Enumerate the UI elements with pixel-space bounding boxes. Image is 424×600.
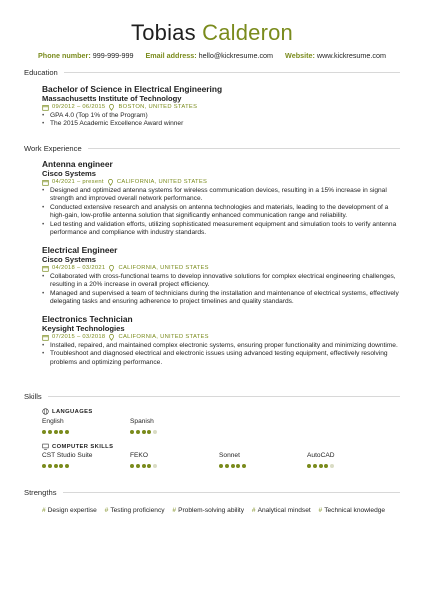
rating-dot-filled xyxy=(48,464,52,468)
hash-icon: # xyxy=(104,507,109,514)
rating-dot-filled xyxy=(42,464,46,468)
job-dates: 04/2018 – 03/2021 xyxy=(52,265,106,271)
list-item: • Installed, repaired, and maintained complex electronic systems, ensuring proper functionality and minimizing downtime. xyxy=(42,342,400,350)
skill-rating xyxy=(42,464,69,468)
rating-dot-empty xyxy=(153,464,157,468)
monitor-icon xyxy=(42,443,49,450)
hash-icon: # xyxy=(42,507,46,514)
list-item: • Managed and supervised a team of technicians during the installation and maintenance of electrical systems, effectively delegating tasks and ensuring adherence to project timelines and quality standards. xyxy=(42,290,400,307)
job-location: CALIFORNIA, UNITED STATES xyxy=(118,334,209,340)
rating-dot-filled xyxy=(319,464,323,468)
calendar-icon xyxy=(42,104,49,111)
education-dates: 09/2012 – 06/2015 xyxy=(52,104,106,110)
rating-dot-filled xyxy=(136,430,140,434)
company-name: Keysight Technologies xyxy=(42,324,125,333)
work-entry xyxy=(42,314,400,367)
contact-line xyxy=(0,51,424,60)
rating-dot-filled xyxy=(147,430,151,434)
computer-skills-group-label xyxy=(42,443,113,450)
skill-rating xyxy=(42,430,69,434)
list-item: • Troubleshoot and diagnosed electrical and electronic issues using advanced testing equipment, effectively resolving problems and optimizing performance. xyxy=(42,350,400,367)
first-name: Tobias xyxy=(131,20,196,45)
job-meta xyxy=(42,333,400,342)
education-section-header xyxy=(24,68,400,77)
rating-dot-empty xyxy=(153,430,157,434)
list-item: • GPA 4.0 (Top 1% of the Program) xyxy=(42,112,400,120)
rating-dot-filled xyxy=(147,464,151,468)
rating-dot-filled xyxy=(59,430,63,434)
rating-dot-filled xyxy=(54,430,58,434)
list-item: • The 2015 Academic Excellence Award winner xyxy=(42,120,400,128)
section-divider xyxy=(48,396,400,397)
work-entry xyxy=(42,245,400,307)
rating-dot-filled xyxy=(231,464,235,468)
rating-dot-filled xyxy=(48,430,52,434)
strength-tag: # Design expertise xyxy=(42,507,97,514)
globe-icon xyxy=(42,408,49,415)
job-meta xyxy=(42,178,400,187)
hash-icon: # xyxy=(251,507,256,514)
hash-icon: # xyxy=(318,507,323,514)
work-entry xyxy=(42,159,400,237)
skill-name: FEKO xyxy=(130,452,148,459)
skills-heading: Skills xyxy=(24,392,42,401)
calendar-icon xyxy=(42,179,49,186)
rating-dot-filled xyxy=(59,464,63,468)
skill-name: AutoCAD xyxy=(307,452,335,459)
strengths-section-header xyxy=(24,488,400,497)
job-dates: 07/2015 – 03/2018 xyxy=(52,334,106,340)
section-divider xyxy=(64,72,400,73)
candidate-name xyxy=(0,20,424,46)
education-location: BOSTON, UNITED STATES xyxy=(118,104,198,110)
work-section-header xyxy=(24,144,400,153)
job-location: CALIFORNIA, UNITED STATES xyxy=(116,179,208,185)
job-title: Electronics Technician xyxy=(42,314,133,324)
languages-group-label xyxy=(42,408,93,415)
list-item: • Conducted extensive research and analysis on antenna technologies and materials, leading to the development of a high-gain, low-profile antenna solution that significantly enhanced communication range and reliability. xyxy=(42,204,400,221)
rating-dot-filled xyxy=(219,464,223,468)
strength-tag: # Testing proficiency xyxy=(104,507,165,514)
education-bullets xyxy=(42,112,400,129)
rating-dot-filled xyxy=(225,464,229,468)
job-title: Antenna engineer xyxy=(42,159,113,169)
skill-rating xyxy=(307,464,334,468)
location-pin-icon xyxy=(108,265,115,272)
rating-dot-filled xyxy=(324,464,328,468)
website-label: Website: xyxy=(285,51,315,60)
list-item: • Collaborated with cross-functional teams to develop innovative solutions for complex electrical engineering challenges, resulting in a 20% increase in overall project efficiency. xyxy=(42,273,400,290)
job-location: CALIFORNIA, UNITED STATES xyxy=(118,265,209,271)
rating-dot-empty xyxy=(330,464,334,468)
calendar-icon xyxy=(42,265,49,272)
rating-dot-filled xyxy=(142,430,146,434)
section-divider xyxy=(88,148,400,149)
strength-tag: # Technical knowledge xyxy=(318,507,386,514)
rating-dot-filled xyxy=(236,464,240,468)
job-title: Electrical Engineer xyxy=(42,245,118,255)
skills-section-header xyxy=(24,392,400,401)
rating-dot-filled xyxy=(130,430,134,434)
school-name: Massachusetts Institute of Technology xyxy=(42,94,182,103)
strengths-list xyxy=(42,507,391,514)
location-pin-icon xyxy=(108,104,115,111)
section-divider xyxy=(63,492,400,493)
website-value[interactable]: www.kickresume.com xyxy=(316,51,386,60)
strength-tag: # Analytical mindset xyxy=(251,507,311,514)
calendar-icon xyxy=(42,334,49,341)
skill-rating xyxy=(219,464,246,468)
skill-name: CST Studio Suite xyxy=(42,452,93,459)
rating-dot-filled xyxy=(313,464,317,468)
rating-dot-filled xyxy=(136,464,140,468)
job-meta xyxy=(42,264,400,273)
list-item: • Designed and optimized antenna systems for wireless communication devices, resulting in a 15% increase in signal strength and improved overall network performance. xyxy=(42,187,400,204)
email-value[interactable]: hello@kickresume.com xyxy=(198,51,274,60)
skill-rating xyxy=(130,464,157,468)
rating-dot-filled xyxy=(142,464,146,468)
education-meta xyxy=(42,103,400,112)
hash-icon: # xyxy=(172,507,177,514)
phone-value: 999-999-999 xyxy=(92,51,134,60)
job-bullets xyxy=(42,273,400,307)
skill-name: Spanish xyxy=(130,418,154,425)
skill-name: English xyxy=(42,418,64,425)
rating-dot-filled xyxy=(42,430,46,434)
work-heading: Work Experience xyxy=(24,144,82,153)
degree-title: Bachelor of Science in Electrical Engineering xyxy=(42,84,223,94)
skill-rating xyxy=(130,430,157,434)
rating-dot-filled xyxy=(54,464,58,468)
rating-dot-filled xyxy=(130,464,134,468)
job-dates: 04/2021 – present xyxy=(52,179,104,185)
company-name: Cisco Systems xyxy=(42,255,97,264)
location-pin-icon xyxy=(107,179,114,186)
education-entry xyxy=(42,84,400,129)
job-bullets xyxy=(42,187,400,237)
phone-label: Phone number: xyxy=(38,51,91,60)
rating-dot-filled xyxy=(307,464,311,468)
education-heading: Education xyxy=(24,68,58,77)
last-name: Calderon xyxy=(202,20,293,45)
rating-dot-filled xyxy=(65,464,69,468)
list-item: • Led testing and validation efforts, utilizing sophisticated measurement equipment and simulation tools to verify antenna performance and compliance with industry standards. xyxy=(42,221,400,238)
location-pin-icon xyxy=(108,334,115,341)
languages-label: LANGUAGES xyxy=(52,408,93,415)
rating-dot-filled xyxy=(242,464,246,468)
skill-name: Sonnet xyxy=(219,452,240,459)
company-name: Cisco Systems xyxy=(42,169,97,178)
computer-skills-label: COMPUTER SKILLS xyxy=(52,443,114,450)
rating-dot-filled xyxy=(65,430,69,434)
strengths-heading: Strengths xyxy=(24,488,57,497)
job-bullets xyxy=(42,342,400,367)
email-label: Email address: xyxy=(145,51,197,60)
strength-tag: # Problem-solving ability xyxy=(172,507,245,514)
